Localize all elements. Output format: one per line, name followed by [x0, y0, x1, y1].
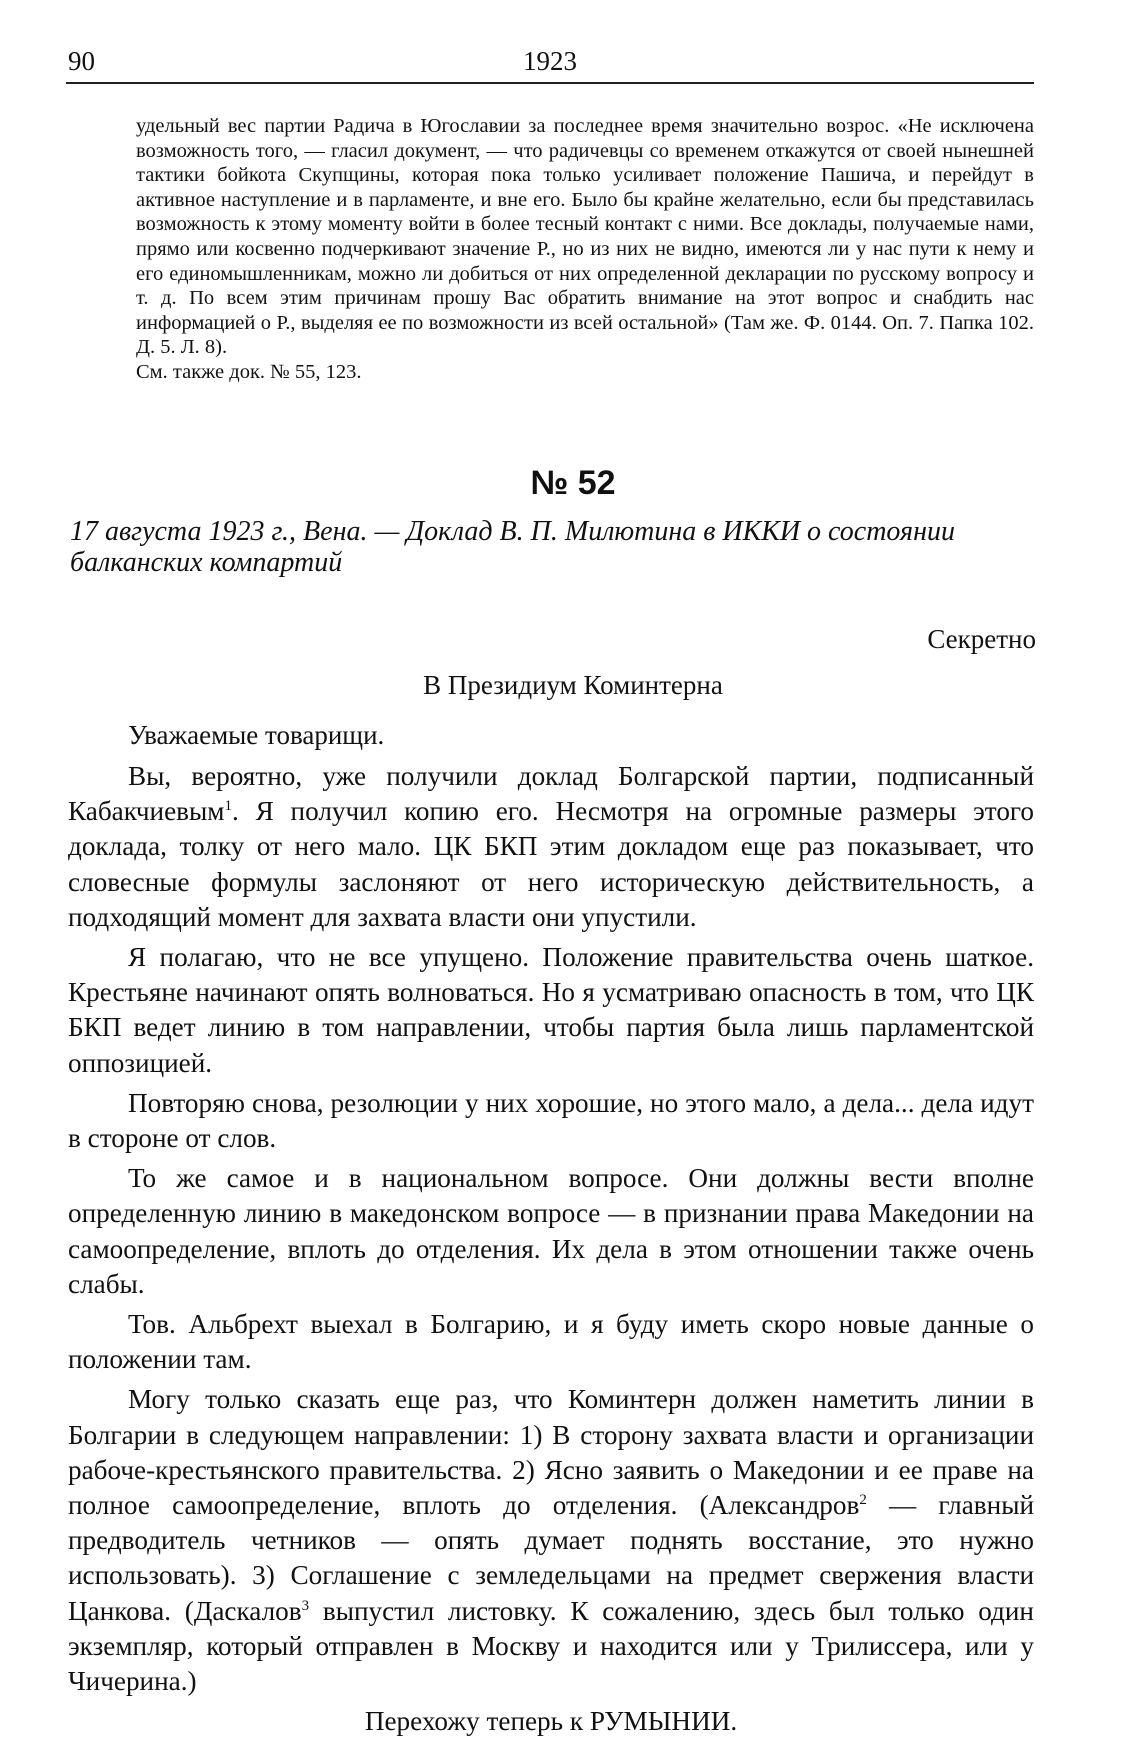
page-header — [66, 42, 1034, 84]
page-number: 90 — [68, 46, 95, 76]
salutation: Уважаемые товарищи. — [128, 720, 385, 750]
classification-mark: Секретно — [927, 624, 1036, 654]
footnote-ref: 2 — [859, 1492, 867, 1508]
running-head-year: 1923 — [523, 46, 577, 76]
text-run: Вы, вероятно, уже получили доклад Болгарской партии, подписанный Кабакчиевым — [68, 761, 1034, 827]
body-paragraph — [68, 759, 1034, 935]
body-paragraph: Тов. Альбрехт выехал в Болгарию, и я буду иметь скоро новые данные о положении там. — [68, 1309, 1034, 1375]
text-run: выпустил листовку. К сожалению, здесь был только один экземпляр, который отправлен в Москву и находится или у Трилиссера, или у Чичерина.) — [68, 1595, 1034, 1697]
body-paragraph: То же самое и в национальном вопросе. Они должны вести вполне определенную линию в македонском вопросе — в признании права Македонии на самоопределение, вплоть до отделения. Их дела в этом отношении также очень слабы. — [68, 1163, 1034, 1299]
body-paragraph: Повторяю снова, резолюции у них хорошие, но этого мало, а дела... дела идут в стороне от слов. — [68, 1087, 1034, 1154]
closing-line: Перехожу теперь к РУМЫНИИ. — [364, 1706, 738, 1737]
addressee: В Президиум Коминтерна — [423, 670, 723, 700]
document-body — [68, 759, 1034, 1744]
text-run: Могу только сказать еще раз, что Коминтерн должен наметить линии в Болгарии в следующем направлении: 1) В сторону захвата власти и организации рабоче-крестьянского правительства. 2) Ясно заявить о Македонии и ее праве на полное самоопределение, вплоть до отделения. (Александров — [68, 1384, 1034, 1521]
document-title: 17 августа 1923 г., Вена. — Доклад В. П. Милютина в ИККИ о состоянии балканских компартий — [70, 516, 955, 578]
body-paragraph — [68, 1382, 1034, 1699]
text-run: . Я получил копию его. Несмотря на огромные размеры этого доклада, толку от него мало. ЦК БКП этим докладом еще раз показывает, что словесные формулы заслоняют от него историческую действительность, а подходящий момент для захвата власти они упустили. — [68, 796, 1034, 932]
text-run: — главный предводитель четников — опять думает поднять восстание, это нужно использовать). 3) Соглашение с земледельцами на предмет свержения власти Цанкова. (Даскалов — [68, 1490, 1035, 1626]
document-number: № 52 — [530, 464, 616, 502]
body-paragraph: Я полагаю, что не все упущено. Положение правительства очень шаткое. Крестьяне начинают опять волноваться. Но я усматриваю опасность в том, что ЦК БКП ведет линию в том направлении, чтобы партия была лишь парламентской оппозицией. — [68, 942, 1034, 1078]
footnote-ref: 1 — [224, 798, 232, 815]
note-paragraph: удельный вес партии Радича в Югославии за последнее время значительно возрос. «Не исключена возможность того, — гласил документ, — что радичевцы со временем откажутся от своей нынешней тактики бойкота Скупщины, которая пока только усиливает положение Пашича, и перейдут в активное наступление и в парламенте, и вне его. Было бы крайне желательно, если бы представилась возможность к этому моменту войти в более тесный контакт с ними. Все доклады, получаемые нами, прямо или косвенно подчеркивают значение Р., но из них не видно, имеются ли у нас пути к нему и его единомышленникам, можно ли добиться от них определенной декларации по русскому вопросу и т. д. По всем этим причинам прошу Вас обратить внимание на этот вопрос и снабдить нас информацией о Р., выделяя ее по возможности из всей остальной» (Там же. Ф. 0144. Оп. 7. Папка 102. Д. 5. Л. 8). — [136, 115, 1034, 359]
footnote-ref: 3 — [301, 1597, 310, 1614]
see-also-reference: См. также док. № 55, 123. — [136, 360, 362, 383]
preceding-footnote-text — [136, 114, 1034, 385]
